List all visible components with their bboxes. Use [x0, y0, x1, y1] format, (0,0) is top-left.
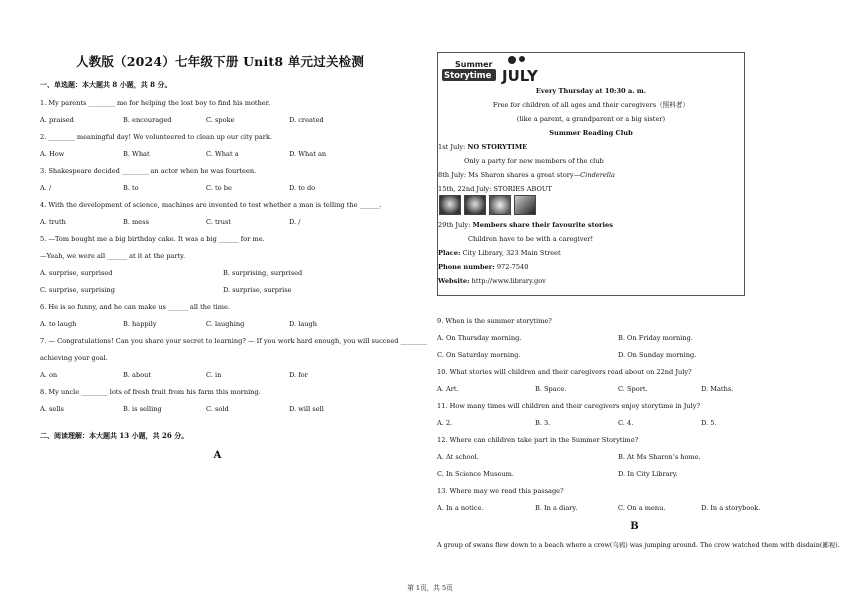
question-stem: 7. — Congratulations! Can you share your secret to learning? — If you work hard enough, you will succeed ________	[40, 337, 427, 345]
question-options	[437, 419, 832, 427]
option-c: C. sold	[206, 405, 229, 413]
question-10	[437, 368, 832, 393]
question-options	[40, 184, 410, 192]
option-b: B. about	[123, 371, 152, 379]
option-a: A. Art.	[437, 385, 459, 393]
option-a: A. In a notice.	[437, 504, 484, 512]
july-logo-icon	[498, 54, 540, 84]
option-b: B. to	[123, 184, 139, 192]
option-d: D. surprise, surprise	[223, 286, 292, 294]
section-heading-2: 二、阅读理解：本大题共 13 小题，共 26 分。	[40, 431, 189, 440]
passage-a-label: A	[213, 450, 222, 461]
option-a: A. On Thursday morning.	[437, 334, 522, 342]
question-options	[437, 470, 832, 478]
option-c: C. trust	[206, 218, 232, 226]
option-b: B. happily	[123, 320, 157, 328]
option-c: C. What a	[206, 150, 239, 158]
photo-icon	[489, 195, 511, 215]
notice-item-3: 15th, 22nd July: STORIES ABOUT	[438, 185, 552, 193]
option-b: B. In a diary.	[535, 504, 578, 512]
option-d: D. On Sunday morning.	[618, 351, 697, 359]
photo-icon	[439, 195, 461, 215]
question-options	[437, 385, 832, 393]
option-d: D. In City Library.	[618, 470, 678, 478]
option-b: B. surprising, surprised	[223, 269, 303, 277]
item-date: 1st July:	[438, 143, 468, 151]
option-d: D. for	[289, 371, 308, 379]
summer-storytime-logo-icon	[441, 56, 497, 82]
option-b: B. On Friday morning.	[618, 334, 693, 342]
question-options	[40, 269, 410, 277]
item-highlight: Members share their favourite stories	[472, 221, 613, 229]
option-b: B. What	[123, 150, 150, 158]
option-c: C. in	[206, 371, 222, 379]
notice-eligibility: Free for children of all ages and their caregivers（照料者）	[492, 101, 690, 109]
item-date: 29th July:	[438, 221, 473, 229]
svg-text:JULY: JULY	[502, 67, 538, 84]
option-d: D. Maths.	[701, 385, 734, 393]
option-a: A. sells	[40, 405, 64, 413]
notice-phone: Phone number: 972-7540	[438, 263, 529, 271]
option-a: A. truth	[40, 218, 66, 226]
option-b: B. Space.	[535, 385, 567, 393]
question-options	[40, 150, 410, 158]
option-d: D. 5.	[701, 419, 717, 427]
question-stem: 11. How many times will children and their caregivers enjoy storytime in July?	[437, 402, 701, 410]
question-1	[40, 99, 410, 124]
question-9	[437, 317, 832, 359]
option-b: B. At Ms Sharon’s home.	[618, 453, 701, 461]
option-d: D. /	[289, 218, 301, 226]
question-stem: 1. My parents ________ me for helping the lost boy to find his mother.	[40, 99, 271, 107]
option-c: C. 4.	[618, 419, 634, 427]
question-options	[40, 218, 410, 226]
page-footer: 第 1页，共 5页	[407, 584, 453, 592]
notice-item-4-sub: Children have to be with a caregiver!	[468, 235, 594, 243]
question-stem: 10. What stories will children and their caregivers read about on 22nd July?	[437, 368, 692, 376]
notice-schedule: Every Thursday at 10:30 a. m.	[535, 87, 647, 95]
passage-b-text: A group of swans flew down to a beach where a crow(乌鸦) was jumping around. The crow watched them with disdain(鄙视).	[437, 541, 840, 549]
page-title: 人教版（2024）七年级下册 Unit8 单元过关检测	[75, 54, 365, 69]
option-b: B. mess	[123, 218, 149, 226]
section-heading-1: 一、单选题：本大题共 8 小题，共 8 分。	[40, 80, 172, 89]
option-d: D. What an	[289, 150, 327, 158]
question-options	[437, 351, 832, 359]
option-a: A. surprise, surprised	[40, 269, 113, 277]
option-b: B. 3.	[535, 419, 551, 427]
passage-b-label: B	[630, 521, 639, 532]
photo-icon	[514, 195, 536, 215]
option-d: D. created	[289, 116, 324, 124]
item-highlight: NO STORYTIME	[467, 143, 528, 151]
option-c: C. On a menu.	[618, 504, 666, 512]
question-options	[40, 286, 410, 294]
notice-place: Place: City Library, 323 Main Street	[438, 249, 561, 257]
question-stem: 5. —Tom bought me a big birthday cake. It was a big ______ for me.	[40, 235, 265, 243]
question-options	[437, 334, 832, 342]
question-options	[40, 405, 410, 413]
option-d: D. to do	[289, 184, 316, 192]
photo-icon	[464, 195, 486, 215]
option-c: C. laughing	[206, 320, 245, 328]
option-a: A. /	[40, 184, 52, 192]
question-options	[40, 371, 410, 379]
question-7	[40, 337, 427, 379]
option-d: D. will sell	[289, 405, 324, 413]
question-stem: 8. My uncle ________ lots of fresh fruit from his farm this morning.	[40, 388, 261, 396]
notice-website: Website: http://www.library.gov	[438, 277, 546, 285]
option-a: A. 2.	[437, 419, 453, 427]
question-stem-continued: —Yeah, we were all ______ at it at the party.	[40, 252, 186, 260]
question-stem: 9. When is the summer storytime?	[437, 317, 552, 325]
option-b: B. encouraged	[123, 116, 172, 124]
option-d: D. laugh	[289, 320, 317, 328]
question-5	[40, 235, 410, 294]
option-a: A. At school.	[437, 453, 479, 461]
question-13	[437, 487, 832, 512]
question-4	[40, 201, 410, 226]
question-stem-continued: achieving your goal.	[40, 354, 108, 362]
notice-item-4	[438, 221, 744, 229]
option-a: A. How	[40, 150, 65, 158]
notice-item-1	[438, 143, 744, 151]
question-stem: 12. Where can children take part in the Summer Storytime?	[437, 436, 639, 444]
question-stem: 13. Where may we read this passage?	[437, 487, 564, 495]
question-stem: 6. He is so funny, and he can make us ______ all the time.	[40, 303, 231, 311]
question-2	[40, 133, 410, 158]
svg-text:Storytime: Storytime	[444, 71, 492, 81]
question-options	[40, 320, 410, 328]
notice-item-2	[438, 171, 744, 179]
right-column	[437, 52, 840, 558]
question-11	[437, 402, 832, 427]
option-c: C. surprise, surprising	[40, 286, 115, 294]
topic-photos	[439, 195, 744, 215]
notice-caregiver-note: (like a parent, a grandparent or a big sister)	[516, 115, 666, 123]
option-c: C. In Science Museum.	[437, 470, 514, 478]
question-options	[437, 504, 832, 512]
question-3	[40, 167, 410, 192]
option-a: A. praised	[40, 116, 74, 124]
question-6	[40, 303, 410, 328]
option-b: B. is selling	[123, 405, 162, 413]
option-a: A. to laugh	[40, 320, 77, 328]
option-c: C. spoke	[206, 116, 235, 124]
svg-text:Summer: Summer	[455, 60, 493, 69]
notice-item-1-sub: Only a party for new members of the club	[464, 157, 604, 165]
option-a: A. on	[40, 371, 58, 379]
question-12	[437, 436, 832, 478]
item-text: 8th July: Ms Sharon shares a great story—	[438, 171, 581, 179]
option-d: D. In a storybook.	[701, 504, 761, 512]
option-c: C. to be	[206, 184, 232, 192]
storytime-logo	[438, 53, 744, 85]
question-options	[40, 116, 410, 124]
storytime-notice	[437, 52, 745, 296]
question-stem: 4. With the development of science, machines are invented to test whether a man is telling the ______.	[40, 201, 382, 209]
item-story: Cinderella	[580, 171, 615, 179]
question-options	[437, 453, 832, 461]
notice-club-title: Summer Reading Club	[549, 129, 633, 137]
question-8	[40, 388, 410, 413]
question-stem: 2. ________ meaningful day! We volunteered to clean up our city park.	[40, 133, 273, 141]
option-c: C. Sport.	[618, 385, 648, 393]
question-stem: 3. Shakespeare decided ________ an actor when he was fourteen.	[40, 167, 257, 175]
left-column	[40, 52, 427, 461]
option-c: C. On Saturday morning.	[437, 351, 521, 359]
